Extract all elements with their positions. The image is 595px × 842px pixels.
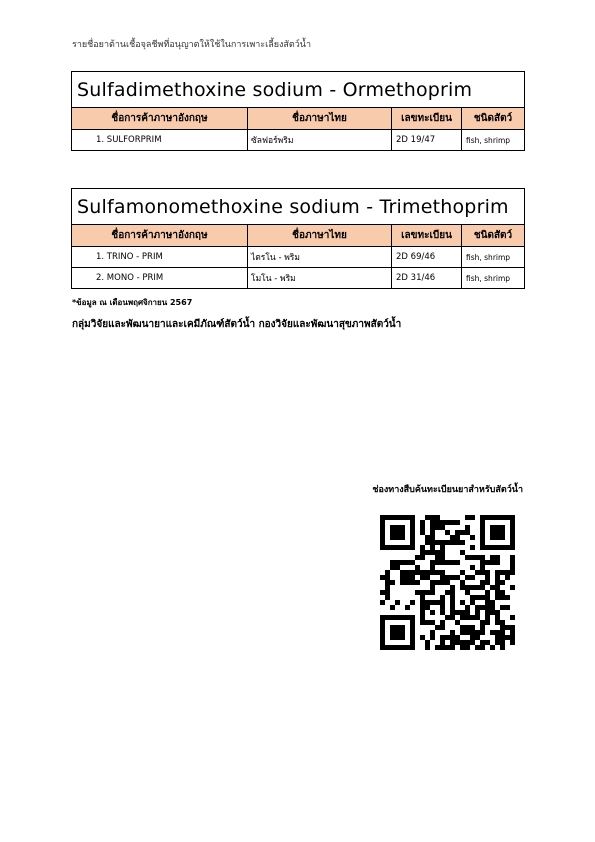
department-name: กลุ่มวิจัยและพัฒนายาและเคมีภัณฑ์สัตว์น้ำ กองวิจัยและพัฒนาสุขภาพสัตว์น้ำ — [72, 319, 402, 330]
drug-table-2 — [71, 188, 525, 289]
drug-table-1 — [71, 71, 525, 151]
column-header-registration: เลขทะเบียน — [392, 225, 462, 247]
thai-name-cell: โมโน - พริม — [248, 268, 392, 289]
column-header-species: ชนิดสัตว์ — [462, 108, 525, 130]
page-header: รายชื่อยาต้านเชื้อจุลชีพที่อนุญาตให้ใช้ในการเพาะเลี้ยงสัตว์น้ำ — [72, 40, 311, 50]
english-name-cell: 2. MONO - PRIM — [72, 268, 248, 289]
column-header-english: ชื่อการค้าภาษาอังกฤษ — [72, 225, 248, 247]
qr-code-icon[interactable] — [380, 515, 515, 650]
qr-code[interactable] — [380, 515, 515, 650]
species-cell: fish, shrimp — [462, 268, 525, 289]
thai-name-cell: ซัลฟอร์พริม — [248, 130, 392, 151]
species-cell: fish, shrimp — [462, 130, 525, 151]
column-header-english: ชื่อการค้าภาษาอังกฤษ — [72, 108, 248, 130]
table-row — [72, 247, 525, 268]
english-name-cell: 1. TRINO - PRIM — [72, 247, 248, 268]
table-row — [72, 130, 525, 151]
registration-cell: 2D 69/46 — [392, 247, 462, 268]
data-date-footnote: *ข้อมูล ณ เดือนพฤศจิกายน 2567 — [72, 298, 193, 307]
column-header-species: ชนิดสัตว์ — [462, 225, 525, 247]
qr-caption: ช่องทางสืบค้นทะเบียนยาสำหรับสัตว์น้ำ — [372, 485, 523, 495]
english-name-cell: 1. SULFORPRIM — [72, 130, 248, 151]
table-row — [72, 268, 525, 289]
column-header-registration: เลขทะเบียน — [392, 108, 462, 130]
registration-cell: 2D 19/47 — [392, 130, 462, 151]
species-cell: fish, shrimp — [462, 247, 525, 268]
registration-cell: 2D 31/46 — [392, 268, 462, 289]
drug-table-title: Sulfadimethoxine sodium - Ormethoprim — [72, 72, 525, 108]
thai-name-cell: ไตรโน - พริม — [248, 247, 392, 268]
column-header-thai: ชื่อภาษาไทย — [248, 108, 392, 130]
column-header-thai: ชื่อภาษาไทย — [248, 225, 392, 247]
drug-table-title: Sulfamonomethoxine sodium - Trimethoprim — [72, 189, 525, 225]
